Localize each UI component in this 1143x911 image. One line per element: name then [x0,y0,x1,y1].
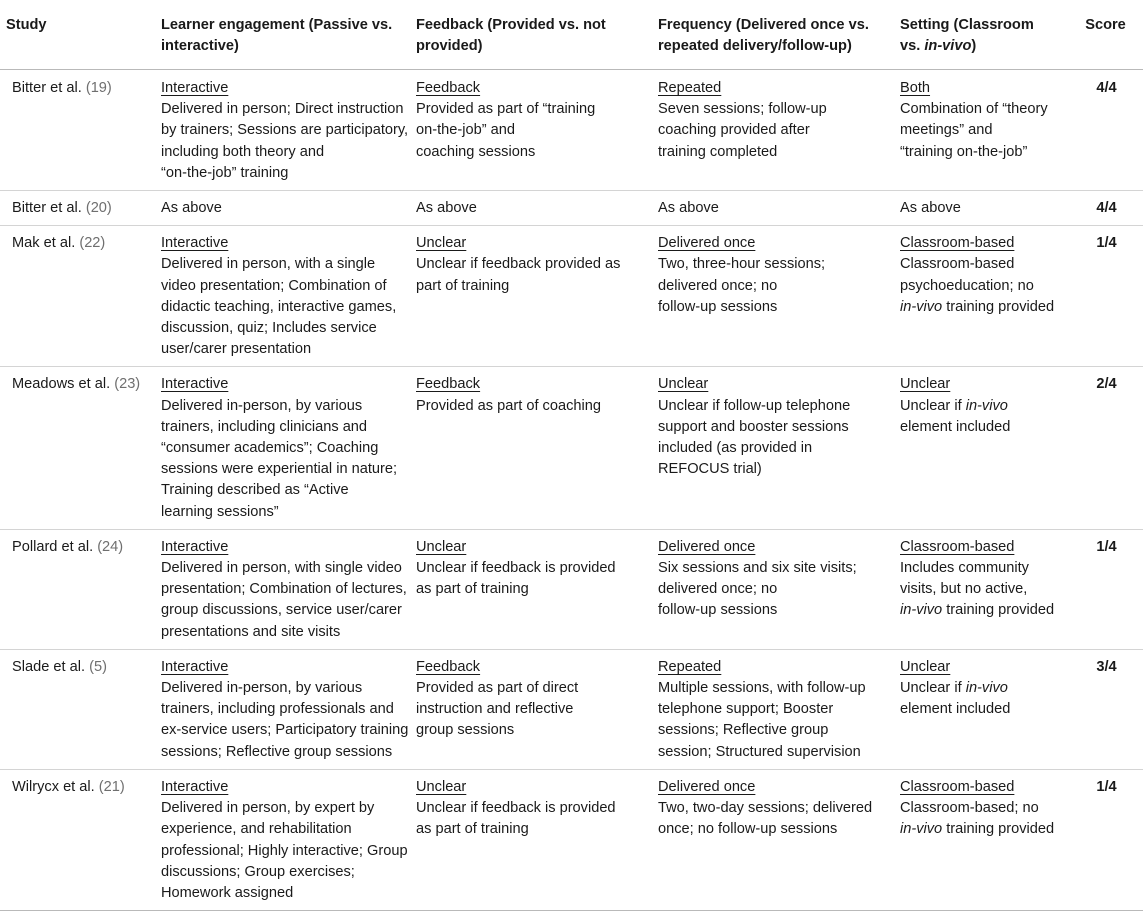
score-cell [1074,367,1143,529]
score-value: 1/4 [1096,538,1117,555]
header-row [0,0,1143,70]
score-cell [1074,529,1143,649]
feedback-rating: Unclear [416,538,467,555]
frequency-description: Six sessions and six site visits; delivered once; no follow-up sessions [658,560,857,619]
frequency-cell [658,367,900,529]
frequency-description: Unclear if follow-up telephone support and booster sessions included (as provided in REFOCUS trial) [658,397,851,478]
feedback-cell [416,70,658,191]
setting-cell [900,649,1074,769]
engagement-cell [161,191,416,226]
study-name: Bitter et al. [12,200,82,217]
feedback-rating: Feedback [416,658,481,675]
score-cell [1074,191,1143,226]
setting-cell [900,367,1074,529]
frequency-rating: Unclear [658,376,709,393]
feedback-cell [416,191,658,226]
table-row [0,529,1143,649]
study-name: Pollard et al. [12,538,94,555]
feedback-rating: Feedback [416,80,481,96]
setting-description: Classroom-based psychoeducation; no in-vivo training provided [900,256,1055,315]
engagement-cell [161,367,416,529]
engagement-description: Delivered in person, with a single video presentation; Combination of didactic teaching, interactive games, discussion, quiz; Includes service user/carer presentation [161,256,397,358]
engagement-cell [161,70,416,191]
engagement-description: Delivered in person; Direct instruction by trainers; Sessions are participatory, including both theory and “on-the-job” training [161,101,409,181]
frequency-cell [658,769,900,910]
feedback-cell [416,649,658,769]
column-header-feedback: Feedback (Provided vs. not provided) [416,0,658,70]
setting-rating: Classroom-based [900,235,1015,252]
score-value: 2/4 [1096,376,1117,393]
setting-cell [900,191,1074,226]
frequency-cell [658,70,900,191]
feedback-description: Provided as part of coaching [416,397,601,414]
reference-link[interactable]: (24) [97,538,124,555]
study-cell [0,769,161,910]
score-value: 3/4 [1096,658,1117,675]
engagement-rating: Interactive [161,80,229,96]
score-value: 4/4 [1096,200,1117,217]
study-cell [0,191,161,226]
score-value: 4/4 [1096,80,1117,96]
study-name: Slade et al. [12,658,86,675]
setting-cell [900,70,1074,191]
table-row [0,191,1143,226]
column-header-frequency: Frequency (Delivered once vs. repeated delivery/follow-up) [658,0,900,70]
engagement-rating: Interactive [161,778,229,795]
engagement-description: Delivered in person, by expert by experience, and rehabilitation professional; Highly interactive; Group discussions; Group exercises; Homework assigned [161,800,408,901]
setting-rating: Both [900,80,931,96]
feedback-cell [416,769,658,910]
study-name: Wilrycx et al. [12,778,95,795]
score-cell [1074,70,1143,191]
feedback-cell [416,529,658,649]
feedback-cell [416,367,658,529]
engagement-description: Delivered in-person, by various trainers, including professionals and ex-service users; Participatory training sessions; Reflective group sessions [161,680,409,760]
frequency-description: Multiple sessions, with follow-up telephone support; Booster sessions; Reflective group session; Structured supervision [658,680,866,760]
study-cell [0,226,161,367]
frequency-rating: Delivered once [658,235,756,252]
feedback-cell [416,226,658,367]
setting-description: As above [900,200,961,217]
setting-rating: Unclear [900,658,951,675]
table-row [0,367,1143,529]
engagement-rating: Interactive [161,538,229,555]
reference-link[interactable]: (21) [98,778,125,795]
engagement-rating: Interactive [161,235,229,252]
score-value: 1/4 [1096,778,1117,795]
frequency-cell [658,226,900,367]
study-cell [0,367,161,529]
setting-cell [900,226,1074,367]
reference-link[interactable]: (19) [85,80,112,96]
feedback-rating: Unclear [416,778,467,795]
feedback-description: As above [416,200,477,217]
frequency-description: As above [658,200,719,217]
study-cell [0,70,161,191]
study-name: Meadows et al. [12,376,111,393]
engagement-cell [161,649,416,769]
score-value: 1/4 [1096,235,1117,252]
setting-description: Combination of “theory meetings” and “training on-the-job” [900,101,1048,160]
column-header-engagement: Learner engagement (Passive vs. interactive) [161,0,416,70]
reference-link[interactable]: (23) [114,376,141,393]
setting-rating: Classroom-based [900,778,1015,795]
engagement-description: Delivered in-person, by various trainers, including clinicians and “consumer academics”; Coaching sessions were experiential in nature; Training described as “Active learning sessions” [161,397,398,520]
feedback-rating: Unclear [416,235,467,252]
engagement-description: As above [161,200,222,217]
feedback-description: Unclear if feedback provided as part of training [416,256,621,294]
feedback-rating: Feedback [416,376,481,393]
frequency-cell [658,529,900,649]
table-row [0,769,1143,910]
feedback-description: Provided as part of “training on-the-job” and coaching sessions [416,101,596,160]
table-row [0,226,1143,367]
column-header-study: Study [0,0,161,70]
study-cell [0,529,161,649]
setting-cell [900,529,1074,649]
reference-link[interactable]: (5) [89,658,107,675]
score-cell [1074,226,1143,367]
engagement-cell [161,769,416,910]
setting-rating: Classroom-based [900,538,1015,555]
reference-link[interactable]: (22) [79,235,106,252]
column-header-setting: Setting (Classroom vs. in-vivo) [900,0,1074,70]
setting-cell [900,769,1074,910]
feedback-description: Unclear if feedback is provided as part of training [416,560,616,598]
setting-description: Includes community visits, but no active, in-vivo training provided [900,560,1055,619]
table-row [0,70,1143,191]
frequency-description: Two, two-day sessions; delivered once; no follow-up sessions [658,800,873,838]
frequency-rating: Delivered once [658,778,756,795]
study-name: Mak et al. [12,235,76,252]
engagement-description: Delivered in person, with single video presentation; Combination of lectures, group discussions, service user/carer presentations and site visits [161,560,407,640]
study-name: Bitter et al. [12,80,82,96]
setting-description: Unclear if in-vivo element included [900,680,1011,718]
engagement-rating: Interactive [161,658,229,675]
engagement-rating: Interactive [161,376,229,393]
frequency-description: Two, three-hour sessions; delivered once; no follow-up sessions [658,256,826,315]
frequency-description: Seven sessions; follow-up coaching provided after training completed [658,101,827,160]
feedback-description: Provided as part of direct instruction and reflective group sessions [416,680,579,739]
score-cell [1074,769,1143,910]
study-cell [0,649,161,769]
frequency-cell [658,191,900,226]
score-cell [1074,649,1143,769]
engagement-cell [161,226,416,367]
engagement-cell [161,529,416,649]
frequency-rating: Repeated [658,658,722,675]
reference-link[interactable]: (20) [85,200,112,217]
setting-rating: Unclear [900,376,951,393]
frequency-cell [658,649,900,769]
setting-description: Classroom-based; no in-vivo training provided [900,800,1055,838]
table-row [0,649,1143,769]
frequency-rating: Delivered once [658,538,756,555]
setting-description: Unclear if in-vivo element included [900,397,1011,435]
frequency-rating: Repeated [658,80,722,96]
column-header-score: Score [1074,0,1143,70]
feedback-description: Unclear if feedback is provided as part of training [416,800,616,838]
